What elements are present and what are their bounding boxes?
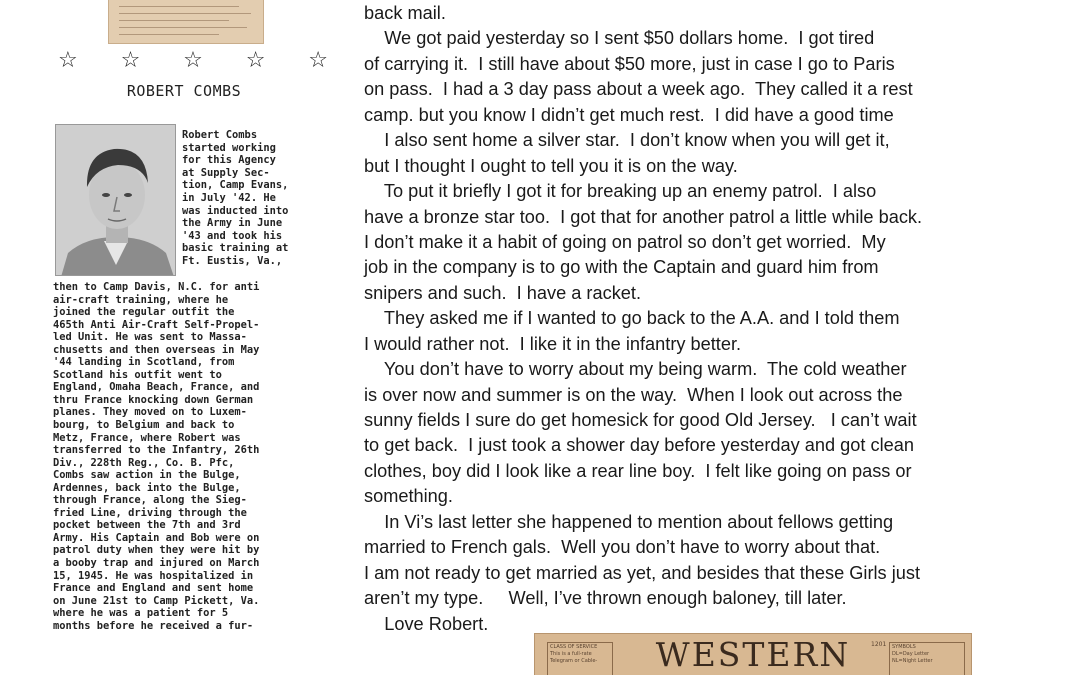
- star-icon: ☆: [245, 48, 266, 73]
- letter-line: Love Robert.: [364, 613, 489, 634]
- telegram-small-text: DL=Day Letter: [892, 651, 930, 657]
- bio-line: where he was a patient for 5: [53, 607, 229, 620]
- bio-line: a booby trap and injured on March: [53, 557, 260, 570]
- letter-line: I would rather not. I like it in the infantry better.: [364, 333, 742, 354]
- bio-line: pocket between the 7th and 3rd: [53, 519, 241, 532]
- star-icon: ☆: [58, 48, 78, 73]
- bio-line: started working: [182, 141, 276, 154]
- bio-line: 465th Anti Air-Craft Self-Propel-: [53, 318, 260, 331]
- bio-text-top: [182, 129, 322, 268]
- letter-line: aren’t my type. Well, I’ve thrown enough baloney, till later.: [364, 588, 847, 609]
- name-heading: ROBERT COMBS: [126, 82, 242, 100]
- bio-line: months before he received a fur-: [53, 619, 254, 632]
- bio-line: France and England and sent home: [53, 582, 254, 595]
- telegram-code: 1201: [871, 641, 887, 648]
- bio-line: transferred to the Infantry, 26th: [53, 444, 260, 457]
- telegram-small-text: This is a full-rate: [550, 651, 592, 657]
- letter-line: job in the company is to go with the Captain and guard him from: [364, 257, 879, 278]
- bio-line: for this Agency: [182, 154, 276, 167]
- letter-line: You don’t have to worry about my being warm. The cold weather: [364, 359, 907, 380]
- bio-line: then to Camp Davis, N.C. for anti: [53, 281, 260, 293]
- bio-line: Metz, France, where Robert was: [53, 431, 241, 444]
- bio-line: Army. His Captain and Bob were on: [53, 531, 260, 544]
- bio-line: 15, 1945. He was hospitalized in: [53, 569, 254, 582]
- telegram-small-text: SYMBOLS: [892, 644, 916, 650]
- letter-line: married to French gals. Well you don’t have to worry about that.: [364, 537, 881, 558]
- telegram-brand: WESTERN: [655, 635, 851, 674]
- bio-line: planes. They moved on to Luxem-: [53, 406, 247, 419]
- bio-line: in July '42. He: [182, 191, 276, 204]
- letter-line: They asked me if I wanted to go back to the A.A. and I told them: [364, 308, 900, 329]
- telegram-small-text: CLASS OF SERVICE: [550, 644, 598, 650]
- bio-line: air-craft training, where he: [53, 293, 229, 306]
- bio-line: tion, Camp Evans,: [182, 179, 289, 192]
- letter-line: I am not ready to get married as yet, and besides that these Girls just: [364, 562, 921, 583]
- letter-line: but I thought I ought to tell you it is on the way.: [364, 155, 738, 176]
- telegram-small-text: NL=Night Letter: [892, 658, 933, 664]
- letter-line: to get back. I just took a shower day before yesterday and got clean: [364, 435, 914, 456]
- letter-line: of carrying it. I still have about $50 more, just in case I go to Paris: [364, 53, 895, 74]
- bio-line: on June 21st to Camp Pickett, Va.: [53, 594, 260, 607]
- letter-line: on pass. I had a 3 day pass about a week ago. They called it a rest: [364, 79, 913, 100]
- bio-line: Scotland his outfit went to: [53, 368, 222, 381]
- star-row: [58, 49, 328, 73]
- letter-line: is over now and summer is on the way. When I look out across the: [364, 384, 903, 405]
- telegram-small-text: Telegram or Cable-: [550, 658, 598, 664]
- letter-line: To put it briefly I got it for breaking up an enemy patrol. I also: [364, 181, 877, 202]
- western-union-telegram: [534, 633, 972, 675]
- bio-line: thru France knocking down German: [53, 393, 254, 406]
- bio-line: at Supply Sec-: [182, 166, 270, 179]
- bio-line: fried Line, driving through the: [53, 506, 247, 519]
- bio-line: Combs saw action in the Bulge,: [53, 469, 241, 482]
- star-icon: ☆: [183, 48, 203, 73]
- letter-line: clothes, boy did I look like a rear line boy. I felt like going on pass or: [364, 460, 912, 481]
- bio-line: Div., 228th Reg., Co. B. Pfc,: [53, 456, 235, 469]
- star-icon: ☆: [308, 48, 328, 73]
- bio-text-bottom: [53, 281, 325, 675]
- bio-line: Ft. Eustis, Va.,: [182, 254, 283, 267]
- letter-line: have a bronze star too. I got that for another patrol a little while back.: [364, 206, 923, 227]
- letter-line: sunny fields I sure do get homesick for good Old Jersey. I can’t wait: [364, 410, 917, 430]
- class-of-service-box: [547, 642, 613, 675]
- star-icon: ☆: [120, 48, 141, 73]
- bio-line: patrol duty when they were hit by: [53, 544, 260, 557]
- letter-line: In Vi’s last letter she happened to mention about fellows getting: [364, 511, 894, 532]
- bio-line: '44 landing in Scotland, from: [53, 356, 235, 369]
- symbols-box: [889, 642, 965, 675]
- bio-line: through France, along the Sieg-: [53, 494, 247, 507]
- bio-line: England, Omaha Beach, France, and: [53, 381, 260, 394]
- portrait-photo: [55, 124, 176, 276]
- bio-line: joined the regular outfit the: [53, 306, 235, 319]
- letter-line: snipers and such. I have a racket.: [364, 282, 642, 303]
- letter-line: something.: [364, 486, 453, 507]
- letter-line: back mail.: [364, 3, 446, 23]
- bio-line: Robert Combs: [182, 129, 258, 141]
- handwritten-note-clipping: [108, 0, 264, 44]
- bio-line: led Unit. He was sent to Massa-: [53, 331, 247, 344]
- letter-text: [364, 1, 1024, 637]
- bio-line: the Army in June: [182, 217, 283, 230]
- bio-line: bourg, to Belgium and back to: [53, 419, 235, 432]
- letter-line: I also sent home a silver star. I don’t know when you will get it,: [364, 130, 890, 151]
- bio-line: chusetts and then overseas in May: [53, 343, 260, 356]
- bio-line: '43 and took his: [182, 229, 283, 242]
- bio-line: was inducted into: [182, 204, 289, 217]
- letter-line: We got paid yesterday so I sent $50 dollars home. I got tired: [364, 28, 875, 49]
- bio-line: basic training at: [182, 242, 289, 255]
- letter-line: camp. but you know I didn’t get much rest. I did have a good time: [364, 104, 894, 125]
- bio-line: Ardennes, back into the Bulge,: [53, 481, 241, 494]
- letter-line: I don’t make it a habit of going on patrol so don’t get worried. My: [364, 231, 886, 252]
